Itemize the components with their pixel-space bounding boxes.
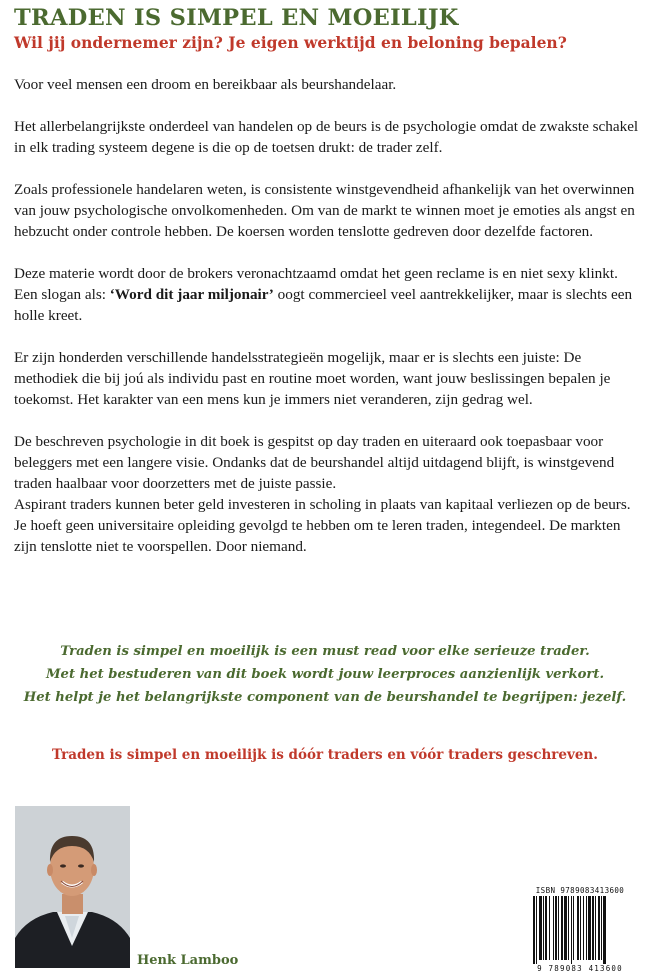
barcode-bar: [598, 896, 600, 960]
barcode-bar: [573, 896, 574, 960]
barcode-bar: [539, 896, 542, 960]
barcode-bar: [561, 896, 563, 960]
author-photo: [15, 806, 130, 968]
barcode-bar: [553, 896, 554, 960]
barcode-bar: [549, 896, 550, 960]
barcode-bar: [592, 896, 594, 960]
paragraph-day-trading: De beschreven psychologie in dit boek is gespitst op day traden en uiteraard ook toepasbaar voor beleggers met een langere visie. Ondanks dat de beurshandel altijd uitdagend blijft, is winstgevend traden haalbaar voor doorzetters met de juiste passie.: [14, 433, 615, 492]
barcode-bar: [536, 896, 537, 964]
barcode-bar: [545, 896, 547, 960]
isbn-digits: 9 789083 413600: [537, 964, 623, 973]
barcode-bar: [601, 896, 602, 960]
barcode-bars: [533, 896, 627, 964]
paragraph-aspirant-traders: Aspirant traders kunnen beter geld investeren in scholing in plaats van kapitaal verliezen op de beurs. Je hoeft geen universitaire opleiding gevolgd te hebben om te leren traden, integendeel. De markten zijn tenslotte niet te voorspellen. Door niemand.: [14, 496, 631, 555]
isbn-label: ISBN 9789083413600: [535, 886, 625, 895]
barcode-bar: [588, 896, 591, 960]
quote-line-1: Traden is simpel en moeilijk is een must read voor elke serieuze trader.: [60, 644, 590, 659]
brokers-text-end: oogt commercieel veel aantrekkelijker, maar is slechts een holle kreet.: [14, 286, 633, 324]
closing-statement: Traden is simpel en moeilijk is dóór traders en vóór traders geschreven.: [52, 747, 598, 763]
barcode-bar: [571, 896, 572, 964]
paragraph-brokers: [14, 263, 644, 326]
barcode-bar: [595, 896, 596, 960]
paragraph-psychology: Het allerbelangrijkste onderdeel van handelen op de beurs is de psychologie omdat de zwakste schakel in elk trading systeem degene is die op de toetsen drukt: de trader zelf.: [14, 118, 639, 156]
slogan-quote: ‘Word dit jaar miljonair’: [109, 286, 274, 303]
paragraph-strategies: Er zijn honderden verschillende handelsstrategieën mogelijk, maar er is slechts een juiste: De methodiek die bij joú als individu past en routine moet worden, want jouw beslissingen bepalen je toekomst. Het karakter van een mens kun je immers niet veranderen, zijn gedrag wel.: [14, 349, 611, 408]
book-title: TRADEN IS SIMPEL EN MOEILIJK: [14, 5, 459, 31]
barcode-bar: [586, 896, 587, 960]
paragraph-intro: Voor veel mensen een droom en bereikbaar als beurshandelaar.: [14, 76, 397, 93]
book-subtitle: Wil jij ondernemer zijn? Je eigen werktijd en beloning bepalen?: [14, 33, 567, 52]
isbn-barcode: [530, 886, 630, 972]
barcode-bar: [568, 896, 569, 960]
barcode-bar: [555, 896, 557, 960]
endorsement-quote: [0, 640, 650, 709]
barcode-bar: [543, 896, 544, 960]
paragraph-professionals: Zoals professionele handelaren weten, is consistente winstgevendheid afhankelijk van het overwinnen van jouw psychologische onvolkomenheden. Om van de markt te winnen moet je emoties als angst en hebzucht onder controle hebben. De koersen worden tenslotte gedreven door dezelfde factoren.: [14, 181, 635, 240]
barcode-bar: [558, 896, 559, 960]
barcode-bar: [583, 896, 584, 960]
barcode-bar: [580, 896, 581, 960]
quote-line-3: Het helpt je het belangrijkste component van de beurshandel te begrijpen: jezelf.: [23, 690, 627, 705]
author-name: Henk Lamboo: [137, 953, 239, 968]
barcode-bar: [603, 896, 606, 964]
brokers-text-start: Deze materie wordt door de brokers veronachtzaamd omdat het geen reclame is en niet sexy klinkt. Een slogan als:: [14, 265, 618, 303]
barcode-bar: [564, 896, 567, 960]
back-cover-text: [14, 74, 644, 578]
barcode-bar: [533, 896, 535, 964]
quote-line-2: Met het bestuderen van dit boek wordt jouw leerproces aanzienlijk verkort.: [45, 667, 605, 682]
barcode-bar: [577, 896, 579, 960]
